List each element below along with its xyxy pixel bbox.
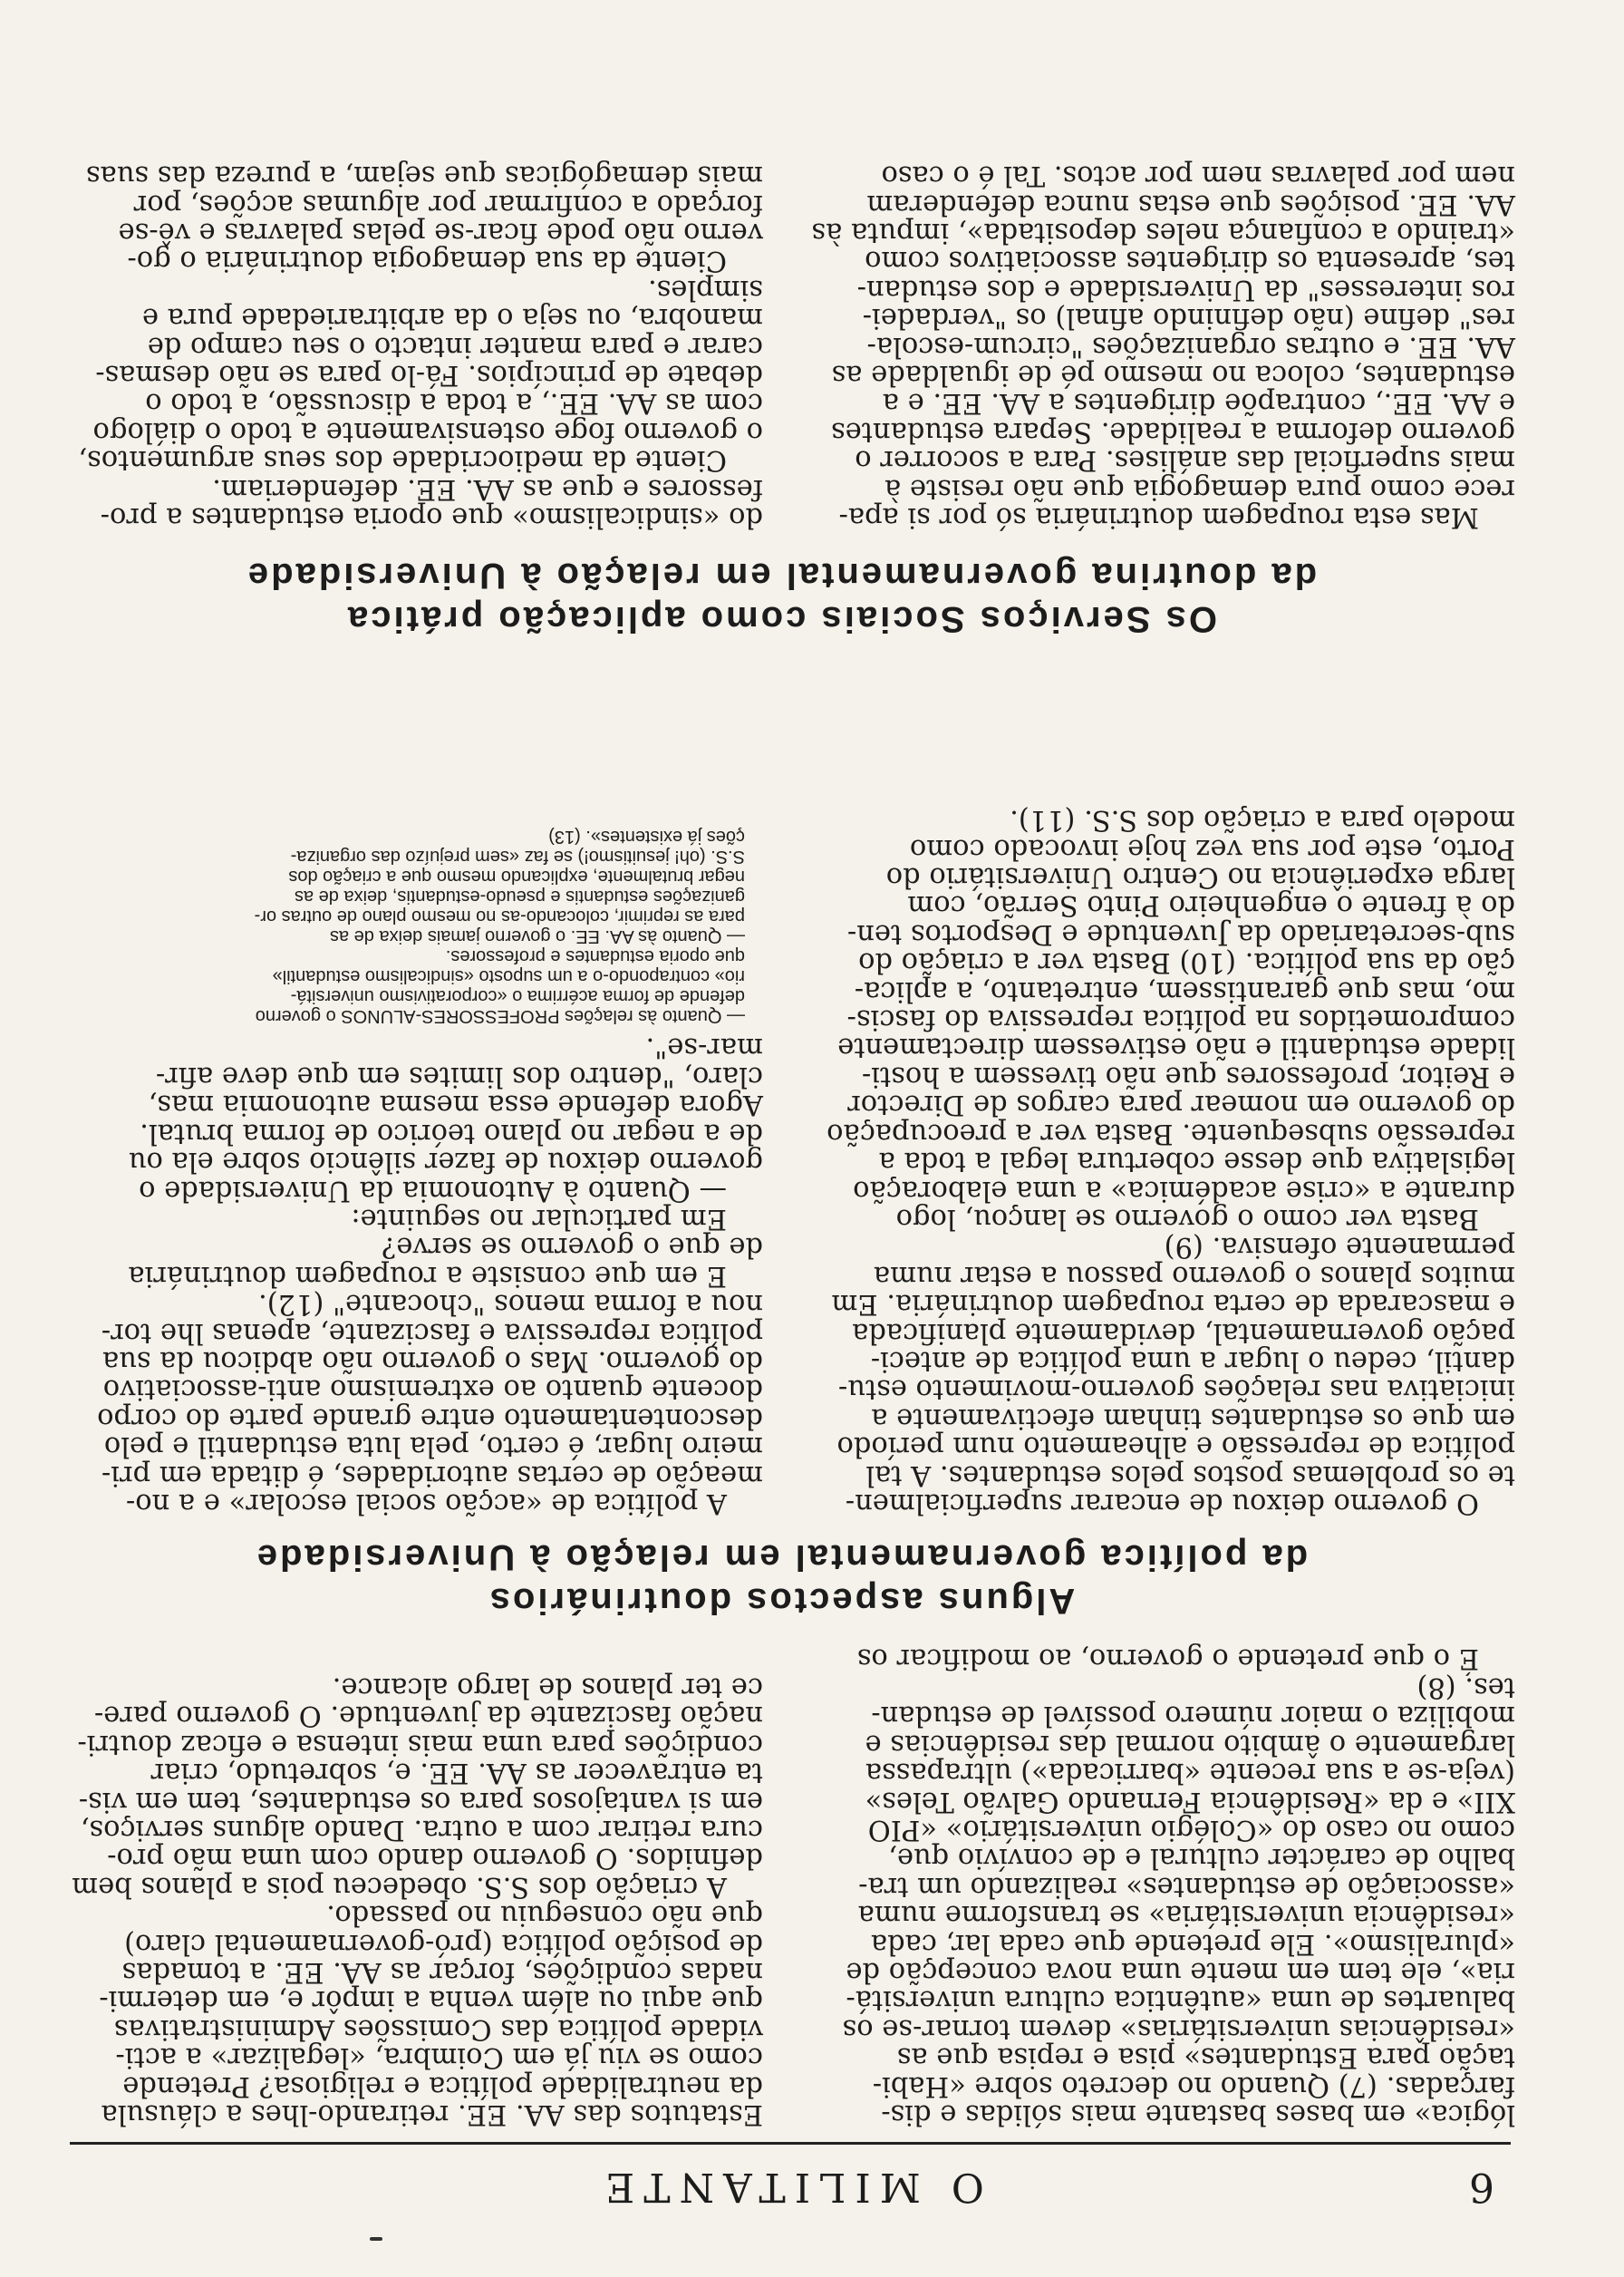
text-line: rio» contrapondo-o a um suposto «sindicalismo estudantil»: [272, 966, 745, 986]
text-line: fessores e que as AA. EE. defenderiam.: [212, 472, 763, 505]
text-line: nação fascizante da juventude. O governo pare-: [93, 1700, 763, 1732]
text-line: claro, "dentro dos limites em que deve afir-: [155, 1060, 763, 1092]
text-line: mais superficial das análises. Para a socorrer o: [855, 444, 1515, 477]
text-line: mar-se".: [645, 1032, 763, 1064]
text-line: forçado a confirmar por algumas acções, por: [133, 188, 763, 220]
text-line: tes, apresenta os dirigentes associativos como: [865, 245, 1515, 277]
text-line: e Reitor, professores que não tivessem a hosti-: [861, 1060, 1515, 1092]
section-heading-social-services: [47, 554, 1515, 641]
text-line: meação de certas autoridades, é ditada em pri-: [101, 1458, 763, 1491]
text-line: E em que consiste a roupagem doutrinária: [128, 1259, 727, 1292]
text-line: Agora defende essa mesma autonomia mas,: [148, 1089, 763, 1121]
text-line: nou a forma menos "chocante" (12).: [258, 1288, 763, 1321]
text-line: «residências universitárias» devem tornar-se os: [842, 2012, 1515, 2045]
text-line: Em particular no seguinte:: [351, 1202, 727, 1235]
text-line: ções já existentes». (13): [548, 827, 745, 847]
text-line: É o que pretende o governo, ao modificar os: [856, 1642, 1479, 1675]
text-line: do «sindicalismo» que oporia estudantes a pro-: [100, 501, 763, 533]
text-line: tes. (8): [1416, 1671, 1515, 1703]
text-line: governo deixou de fazer silêncio sobre ela ou: [128, 1146, 763, 1178]
text-line: te os problemas postos pelos estudantes. A tal: [865, 1458, 1515, 1491]
text-line: carar e para manter intacto o seu campo de: [147, 330, 763, 363]
text-line: que não conseguiu no passado.: [326, 1899, 763, 1932]
bottom-right-column: [47, 161, 763, 531]
text-line: ce ter planos de largo alcance.: [332, 1671, 763, 1703]
text-line: verno não pode ficar-se pelas palavras e vê-se: [118, 216, 763, 248]
text-line: sub-secretariado da Juventude e Desportos ten-: [846, 917, 1515, 950]
text-line: permanente ofensiva. (9): [1164, 1231, 1515, 1264]
text-line: debate de princípios. Fá-lo para se não desmas-: [95, 358, 763, 391]
text-line: como se viu já em Coimbra, «legalizar» a acti-: [115, 2041, 763, 2074]
text-line: lidade estudantil e não estivessem directamente: [837, 1032, 1515, 1064]
newspaper-title: O MILITANTE: [596, 2164, 984, 2210]
text-line: Porto, este por sua vez hoje invocado como: [909, 832, 1515, 865]
text-line: mais demagógicas que sejam, a pureza das suas: [85, 160, 763, 192]
text-line: nem por palavras nem por actos. Tal é o caso: [881, 160, 1515, 192]
text-line: rece como pura demagogia que não resiste à: [884, 472, 1515, 505]
text-line: Basta ver como o governo se lançou, logo: [895, 1202, 1479, 1235]
heading-line: da doutrina governamental em relação à Universidade: [245, 556, 1318, 596]
text-line: dantil, cedeu o lugar a uma política de anteci-: [870, 1344, 1515, 1377]
text-line: «traindo a confiança neles depositada», imputa às: [811, 216, 1515, 248]
text-line: política repressiva e fascizante, apenas lhe tor-: [101, 1316, 763, 1349]
text-line: comprometidos na política repressiva do fascis-: [846, 1003, 1515, 1036]
text-line: cura retirar com a outra. Dando alguns serviços,: [80, 1813, 763, 1846]
text-line: mo, mas que garantissem, entretanto, a aplica-: [854, 974, 1515, 1007]
mid-left-column: [799, 806, 1515, 1517]
text-line: (veja-se a sua recente «barricada») ultrapassa: [865, 1757, 1515, 1789]
text-line: AA. EE. e outras organizações "circum-escola-: [866, 330, 1515, 363]
text-line: de a negar no plano teórico de forma brutal.: [140, 1117, 763, 1149]
ink-blemish: [370, 2237, 382, 2241]
text-line: balho de carácter cultural e de convívio que,: [888, 1842, 1515, 1875]
text-line: em que os estudantes tinham efectivamente a: [871, 1401, 1515, 1434]
text-line: negar brutalmente, explicando mesmo que a criação dos: [288, 867, 745, 887]
text-line: largamente o âmbito normal das residências e: [865, 1728, 1515, 1760]
text-line: do governo em nomear para cargos de Director: [847, 1089, 1515, 1121]
text-line: docente quanto ao extremismo anti-associativo: [102, 1373, 763, 1406]
text-line: durante a «crise académica» a uma elaboração: [853, 1174, 1515, 1206]
text-line: mobiliza o maior número possível de estudan-: [871, 1700, 1515, 1732]
text-line: pação governamental, devidamente planificada: [852, 1316, 1515, 1349]
text-line: definidos. O governo dando com uma mão pro-: [107, 1842, 763, 1875]
text-line: meiro lugar, é certo, pela luta estudantil e pelo: [103, 1430, 763, 1463]
text-line: governo deforma a realidade. Separa estudantes: [831, 415, 1515, 448]
text-line: em si vantajosos para os estudantes, tem em vis-: [78, 1785, 763, 1817]
text-line: como no caso do «Colégio universitário» «PIO: [867, 1813, 1515, 1846]
text-line: e AA. EE., contrapõe dirigentes a AA. EE. e a: [882, 387, 1515, 420]
text-line: iniciativa nas relações governo-movimento estu-: [837, 1373, 1515, 1406]
section-heading-doctrinal-aspects: [47, 1536, 1515, 1623]
text-line: simples.: [647, 273, 763, 305]
mid-right-column: [47, 1033, 763, 1517]
text-line: lógica» em bases bastante mais sólidas e dis-: [881, 2098, 1515, 2130]
text-line: Ciente da mediocridade dos seus argumentos,: [78, 444, 727, 477]
text-line: para as reprimir, colocando-as no mesmo plano de outras or-: [254, 906, 745, 926]
text-line: nadas condições, forçar as AA. EE. a tomadas: [121, 1955, 763, 1988]
masthead: [70, 2142, 1511, 2217]
footnote-block: [47, 827, 763, 1026]
text-line: S.S. (oh! jesuitismo!) se faz «sem prejuízo das organiza-: [290, 847, 745, 867]
text-line: da neutralidade política e religiosa? Pretende: [122, 2069, 763, 2102]
text-line: com as AA. EE., a toda a discussão, a todo o: [145, 387, 763, 420]
page-number: 6: [1469, 2164, 1494, 2210]
text-line: e mascarada de certa roupagem doutrinária. Em: [831, 1288, 1515, 1321]
text-line: XII» e da «Residência Fernando Galvão Teles»: [865, 1785, 1515, 1817]
text-line: Ciente da sua demagogia doutrinária o go-: [127, 245, 727, 277]
top-right-column: [47, 1673, 763, 2129]
text-line: ção da sua política. (10) Basta ver a criação do: [858, 946, 1515, 979]
text-line: que oporia estudantes e professores.: [445, 946, 745, 966]
text-line: muitos planos o governo passou a estar numa: [873, 1259, 1515, 1292]
text-line: «residência universitária» se transforme numa: [857, 1899, 1515, 1932]
text-line: res" define (não definindo afinal) os "verdadei-: [862, 302, 1515, 334]
text-line: O governo deixou de encarar superficialmen-: [845, 1487, 1479, 1519]
text-line: «associação de estudantes» realizando um tra-: [858, 1870, 1515, 1903]
heading-line: da política governamental em relação à Universidade: [254, 1537, 1309, 1577]
text-line: ros interesses" da Universidade e dos estudan-: [856, 273, 1515, 305]
text-line: manobra, ou seja o da arbitrariedade pura e: [141, 302, 763, 334]
text-line: Mas esta roupagem doutrinária só por si apa-: [838, 501, 1479, 533]
text-line: larga experiência no Centro Universitário do: [885, 861, 1515, 894]
text-line: defende de forma acérrima o «corporativismo universitá-: [290, 986, 745, 1006]
text-line: — Quanto às relações PROFESSORES-ALUNOS o governo: [255, 1006, 745, 1026]
text-line: — Quanto às AA. EE. o governo jamais deixa de as: [329, 926, 745, 946]
top-left-column: [799, 1644, 1515, 2128]
text-line: descontentamento entre grande parte do corpo: [97, 1401, 763, 1434]
text-line: tação para Estudantes» pisa e repisa que as: [896, 2041, 1515, 2074]
text-line: Estatutos das AA. EE. retirando-lhes a cláusula: [101, 2098, 763, 2130]
text-line: modelo para a criação dos S.S. (11).: [1010, 804, 1515, 837]
text-line: legislativa que desse cobertura legal a toda a: [878, 1146, 1515, 1178]
text-line: «pluralismo». Ele pretende que cada lar, cada: [870, 1927, 1515, 1960]
text-line: farçadas. (7) Quando no decreto sobre «Habi-: [872, 2069, 1515, 2102]
text-line: condições para uma mais intensa e eficaz doutri-: [77, 1728, 763, 1760]
text-line: ganizações estudantis e pseudo-estudantis, deixa de as: [294, 887, 745, 906]
text-line: de que o governo se serve?: [382, 1231, 763, 1264]
heading-line: Os Serviços Sociais como aplicação prática: [345, 599, 1217, 639]
text-line: repressão subsequente. Basta ver a preocupação: [826, 1117, 1515, 1149]
text-line: do governo. Mas o governo não abdicou da sua: [102, 1344, 763, 1377]
text-line: política de repressão e alheamento num período: [836, 1430, 1515, 1463]
bottom-left-column: [799, 161, 1515, 531]
text-line: que aqui ou além venha a impôr e, em determi-: [99, 1984, 763, 2017]
text-line: o governo foge ostensivamente a todo o diálogo: [92, 415, 763, 448]
text-line: do à frente o engenheiro Pinto Serrão, com: [907, 889, 1515, 922]
heading-line: Alguns aspectos doutrinários: [487, 1581, 1076, 1621]
text-line: ria», ele tem em mente uma nova concepção de: [846, 1955, 1515, 1988]
text-line: de posição política (pró-governamental claro): [124, 1927, 763, 1960]
text-line: baluartes de uma «autêntica cultura universitá-: [846, 1984, 1515, 2017]
text-line: A criação dos S.S. obedeceu pois a planos bem: [72, 1870, 727, 1903]
text-line: estudantes, coloca no mesmo pé de igualdade as: [831, 358, 1515, 391]
text-line: ta entravecer as AA. EE. e, sobretudo, criar: [150, 1757, 763, 1789]
text-line: AA. EE. posições que estas nunca defenderam: [866, 188, 1515, 220]
text-line: vidade política das Comissões Administrativas: [113, 2012, 763, 2045]
text-line: — Quanto à Autonomia da Universidade o: [139, 1174, 727, 1206]
text-line: A política de «acção social escolar» e a no-: [125, 1487, 727, 1519]
